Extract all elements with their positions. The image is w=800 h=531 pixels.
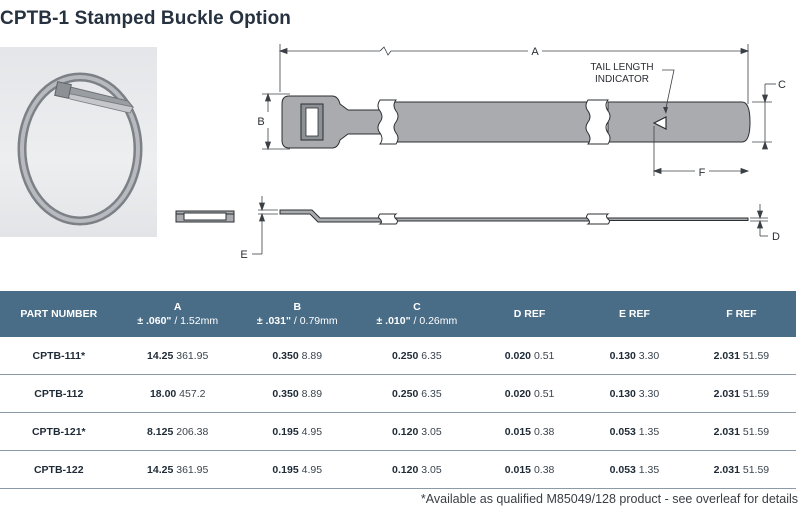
dim-d-cell: 0.015 0.38 — [477, 451, 582, 489]
dimension-e — [252, 196, 278, 254]
tolerance-imperial: ± .031" — [256, 315, 291, 327]
col-header-a — [118, 291, 238, 337]
col-header-title: B — [293, 301, 302, 313]
part-number-cell: CPTB-121* — [0, 413, 118, 451]
label-f: F — [698, 167, 706, 179]
dim-f-cell: 2.031 51.59 — [687, 413, 796, 451]
label-b: B — [257, 116, 265, 128]
table-header-row — [0, 291, 796, 337]
dimension-d — [750, 204, 768, 236]
col-header-e-ref: E REF — [582, 291, 687, 337]
col-header-f-ref: F REF — [687, 291, 796, 337]
col-header-title: A — [173, 301, 182, 313]
cable-tie-loop-image — [0, 47, 157, 237]
tolerance-metric: / 1.52mm — [171, 315, 219, 327]
dim-c-cell: 0.250 6.35 — [357, 337, 478, 375]
dim-a-cell: 14.25 361.95 — [118, 451, 238, 489]
spec-table — [0, 291, 796, 489]
dim-d-cell: 0.015 0.38 — [477, 413, 582, 451]
col-header-c — [357, 291, 478, 337]
dim-c-cell: 0.120 3.05 — [357, 451, 478, 489]
tolerance-metric: / 0.26mm — [410, 315, 458, 327]
col-header-d-ref: D REF — [477, 291, 582, 337]
tie-side-view — [280, 210, 748, 222]
page-title: CPTB-1 Stamped Buckle Option — [0, 8, 292, 29]
label-a: A — [531, 46, 539, 58]
dim-d-cell: 0.020 0.51 — [477, 337, 582, 375]
label-e: E — [240, 249, 248, 261]
dimension-c — [752, 84, 776, 149]
dim-f-cell: 2.031 51.59 — [687, 375, 796, 413]
tie-top-view — [282, 96, 750, 148]
dimension-a — [280, 44, 748, 104]
dim-f-cell: 2.031 51.59 — [687, 451, 796, 489]
dim-c-cell: 0.250 6.35 — [357, 375, 478, 413]
dim-c-cell: 0.120 3.05 — [357, 413, 478, 451]
dim-b-cell: 0.350 8.89 — [238, 375, 357, 413]
dim-a-cell: 14.25 361.95 — [118, 337, 238, 375]
dimension-drawing — [170, 36, 800, 266]
part-number-cell: CPTB-111* — [0, 337, 118, 375]
tolerance-imperial: ± .060" — [137, 315, 172, 327]
indicator-label-2: INDICATOR — [594, 74, 650, 85]
tolerance-imperial: ± .010" — [376, 315, 411, 327]
dim-e-cell: 0.053 1.35 — [582, 451, 687, 489]
dim-a-cell: 18.00 457.2 — [118, 375, 238, 413]
dim-b-cell: 0.195 4.95 — [238, 451, 357, 489]
dim-f-cell: 2.031 51.59 — [687, 337, 796, 375]
indicator-label-1: TAIL LENGTH — [590, 62, 654, 73]
dim-b-cell: 0.350 8.89 — [238, 337, 357, 375]
dim-e-cell: 0.130 3.30 — [582, 337, 687, 375]
label-c: C — [778, 79, 786, 91]
dim-e-cell: 0.053 1.35 — [582, 413, 687, 451]
dim-b-cell: 0.195 4.95 — [238, 413, 357, 451]
product-photo — [0, 47, 157, 237]
dim-d-cell: 0.020 0.51 — [477, 375, 582, 413]
dim-e-cell: 0.130 3.30 — [582, 375, 687, 413]
buckle-end-view — [176, 211, 234, 222]
footnote: *Available as qualified M85049/128 product - see overleaf for details — [420, 492, 798, 506]
table-row — [0, 451, 796, 489]
table-row — [0, 413, 796, 451]
table-row — [0, 375, 796, 413]
part-number-cell: CPTB-122 — [0, 451, 118, 489]
tolerance-metric: / 0.79mm — [290, 315, 338, 327]
dim-a-cell: 8.125 206.38 — [118, 413, 238, 451]
label-d: D — [772, 231, 780, 243]
col-header-b — [238, 291, 357, 337]
col-header-title: C — [413, 301, 421, 313]
col-header-part-number: PART NUMBER — [0, 291, 118, 337]
table-row — [0, 337, 796, 375]
part-number-cell: CPTB-112 — [0, 375, 118, 413]
